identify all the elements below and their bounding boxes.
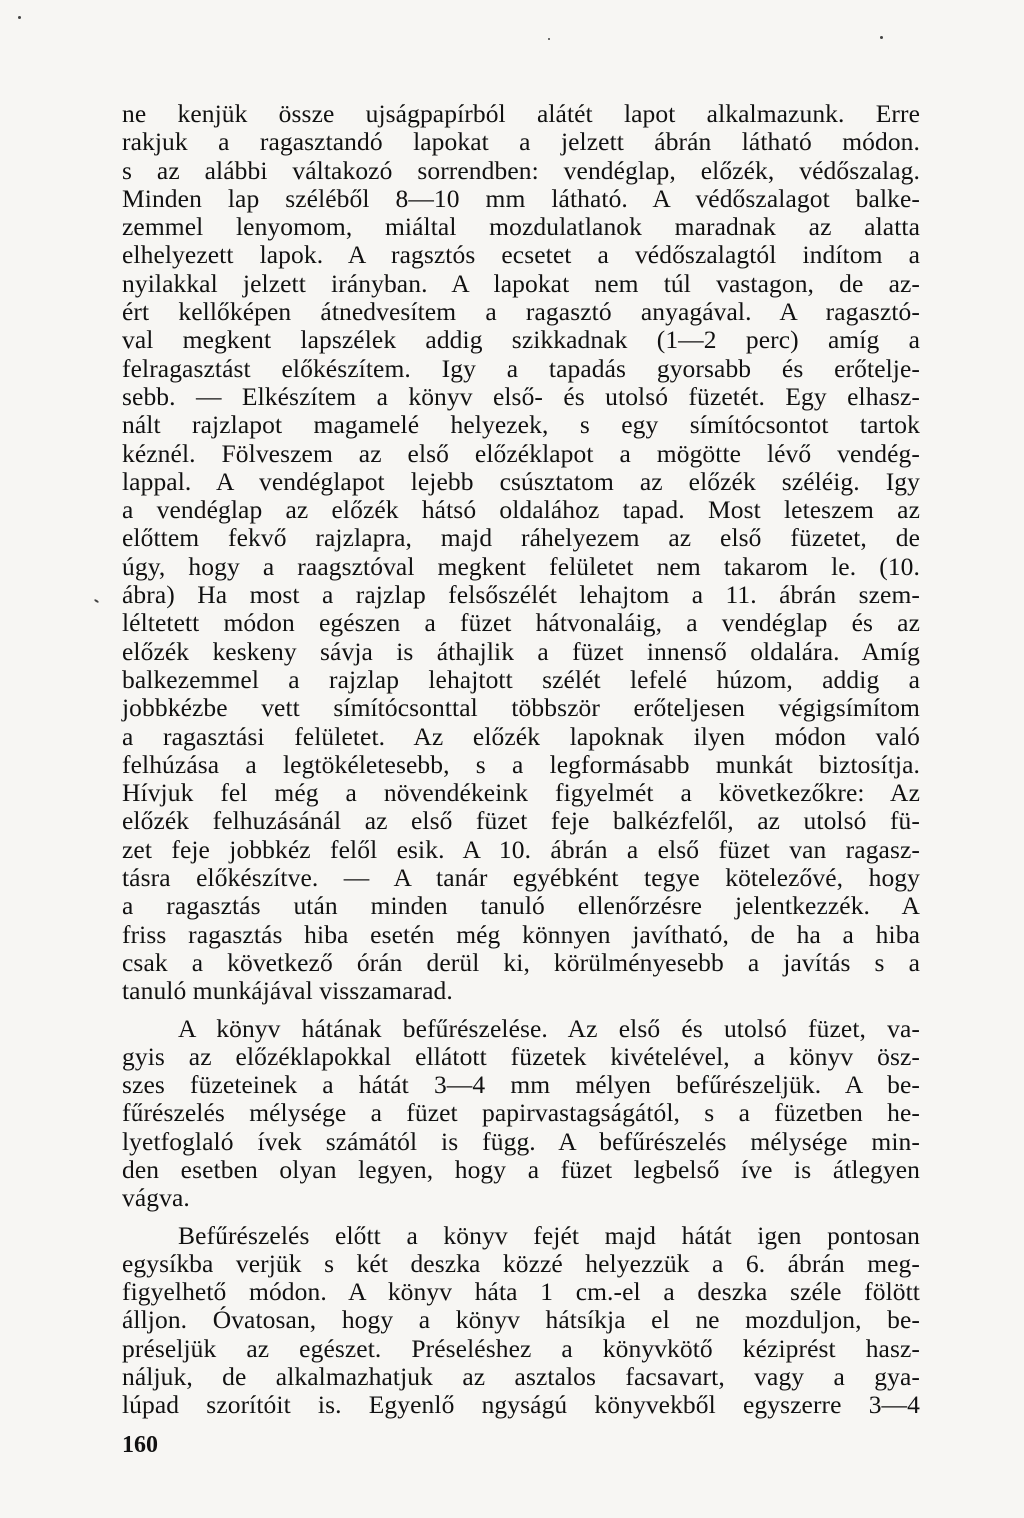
text-line: náljuk, de alkalmazhatjuk az asztalos facsavart, vagy a gya- [122,1362,920,1392]
text-line: Befűrészelés előtt a könyv fejét majd hátát igen pontosan [178,1220,920,1250]
text-line: s az alábbi váltakozó sorrendben: vendéglap, előzék, védőszalag. [122,155,920,185]
text-line: zet feje jobbkéz felől esik. A 10. ábrán a első füzet van ragasz- [122,834,920,864]
text-line: Hívjuk fel még a növendékeink figyelmét a következőkre: Az [122,778,920,808]
text-line: egysíkba verjük s két deszka közzé helyezzük a 6. ábrán meg- [122,1248,920,1278]
text-line: ne kenjük össze ujságpapírból alátét lapot alkalmazunk. Erre [122,99,920,128]
text-line: léltetett módon egészen a füzet hátvonaláig, a vendéglap és az [122,608,920,638]
text-line: jobbkézbe vett símítócsonttal többször erőteljesen végigsímítom [122,693,920,723]
page-number: 160 [122,1432,158,1458]
text-line: előzék keskeny sávja is áthajlik a füzet innenső oldalára. Amíg [122,636,920,666]
scan-speck [18,16,21,19]
text-line: balkezemmel a rajzlap lehajtott szélét lefelé húzom, addig a [122,664,920,694]
text-line: lyetfoglaló ívek számától is függ. A befűrészelés mélysége min- [122,1126,920,1156]
text-line: felhúzása a legtökéletesebb, s a legformásabb munkát biztosítja. [122,749,920,779]
body-text [122,100,920,1420]
text-line: gyis az előzéklapokkal ellátott füzetek kivételével, a könyv ösz- [122,1041,920,1071]
text-line: a vendéglap az előzék hátsó oldalához tapad. Most leteszem az [122,495,920,525]
scan-speck [880,36,883,39]
text-line: tanuló munkájával visszamarad. [122,976,453,1006]
text-line: sebb. — Elkészítem a könyv első- és utolsó füzetét. Egy elhasz- [122,381,920,411]
text-line: lúpad szorítóit is. Egyenlő ngyságú könyvekből egyszerre 3—4 [122,1390,920,1420]
paragraph [122,100,920,1006]
text-line: zemmel lenyomom, miáltal mozdulatlanok maradnak az alatta [122,212,920,242]
scan-speck [548,38,550,40]
paragraph [122,1015,920,1213]
text-line: szes füzeteinek a hátát 3—4 mm mélyen befűrészeljük. A be- [122,1070,920,1100]
text-line: lappal. A vendéglapot lejebb csúsztatom az előzék széléig. Igy [122,466,920,496]
text-line: a ragasztás után minden tanuló ellenőrzésre jelentkezzék. A [122,891,920,921]
text-line: ábra) Ha most a rajzlap felsőszélét lehajtom a 11. ábrán szem- [122,580,920,610]
text-line: nyilakkal jelzett irányban. A lapokat nem túl vastagon, de az- [122,268,920,298]
text-line: rakjuk a ragasztandó lapokat a jelzett ábrán látható módon. [122,127,920,157]
text-line: tásra előkészítve. — A tanár egyébként tegye kötelezővé, hogy [122,863,920,893]
text-line: álljon. Óvatosan, hogy a könyv hátsíkja el ne mozduljon, be- [122,1305,920,1335]
text-line: vágva. [122,1183,190,1213]
text-line: den esetben olyan legyen, hogy a füzet legbelső íve is átlegyen [122,1154,920,1184]
text-line: csak a következő órán derül ki, körülményesebb a javítás s a [122,947,920,977]
text-line: a ragasztási felületet. Az előzék lapoknak ilyen módon való [122,721,920,751]
text-line: Minden lap széléből 8—10 mm látható. A védőszalagot balke- [122,183,920,213]
text-line: felragasztást előkészítem. Igy a tapadás gyorsabb és erőtelje- [122,353,920,383]
scan-speck [94,599,99,604]
text-line: úgy, hogy a raagsztóval megkent felületet nem takarom le. (10. [122,551,920,581]
text-line: előzék felhuzásánál az első füzet feje balkézfelől, az utolsó fü- [122,806,920,836]
text-line: nált rajzlapot magamelé helyezek, s egy símítócsontot tartok [122,410,920,440]
text-line: elhelyezett lapok. A ragsztós ecsetet a védőszalagtól indítom a [122,240,920,270]
text-line: val megkent lapszélek addig szikkadnak (1—2 perc) amíg a [122,325,920,355]
text-line: ért kellőképen átnedvesítem a ragasztó anyagával. A ragasztó- [122,297,920,327]
text-line: fűrészelés mélysége a füzet papirvastagságától, s a füzetben he- [122,1098,920,1128]
text-line: kéznél. Fölveszem az első előzéklapot a mögötte lévő vendég- [122,438,920,468]
text-line: friss ragasztás hiba esetén még könnyen javítható, de ha a hiba [122,919,920,949]
paragraph [122,1222,920,1420]
text-line: előttem fekvő rajzlapra, majd ráhelyezem az első füzetet, de [122,523,920,553]
text-line: préseljük az egészet. Préseléshez a könyvkötő kéziprést hasz- [122,1333,920,1363]
text-line: figyelhető módon. A könyv háta 1 cm.-el a deszka széle fölött [122,1277,920,1307]
text-line: A könyv hátának befűrészelése. Az első és utolsó füzet, va- [178,1013,920,1043]
